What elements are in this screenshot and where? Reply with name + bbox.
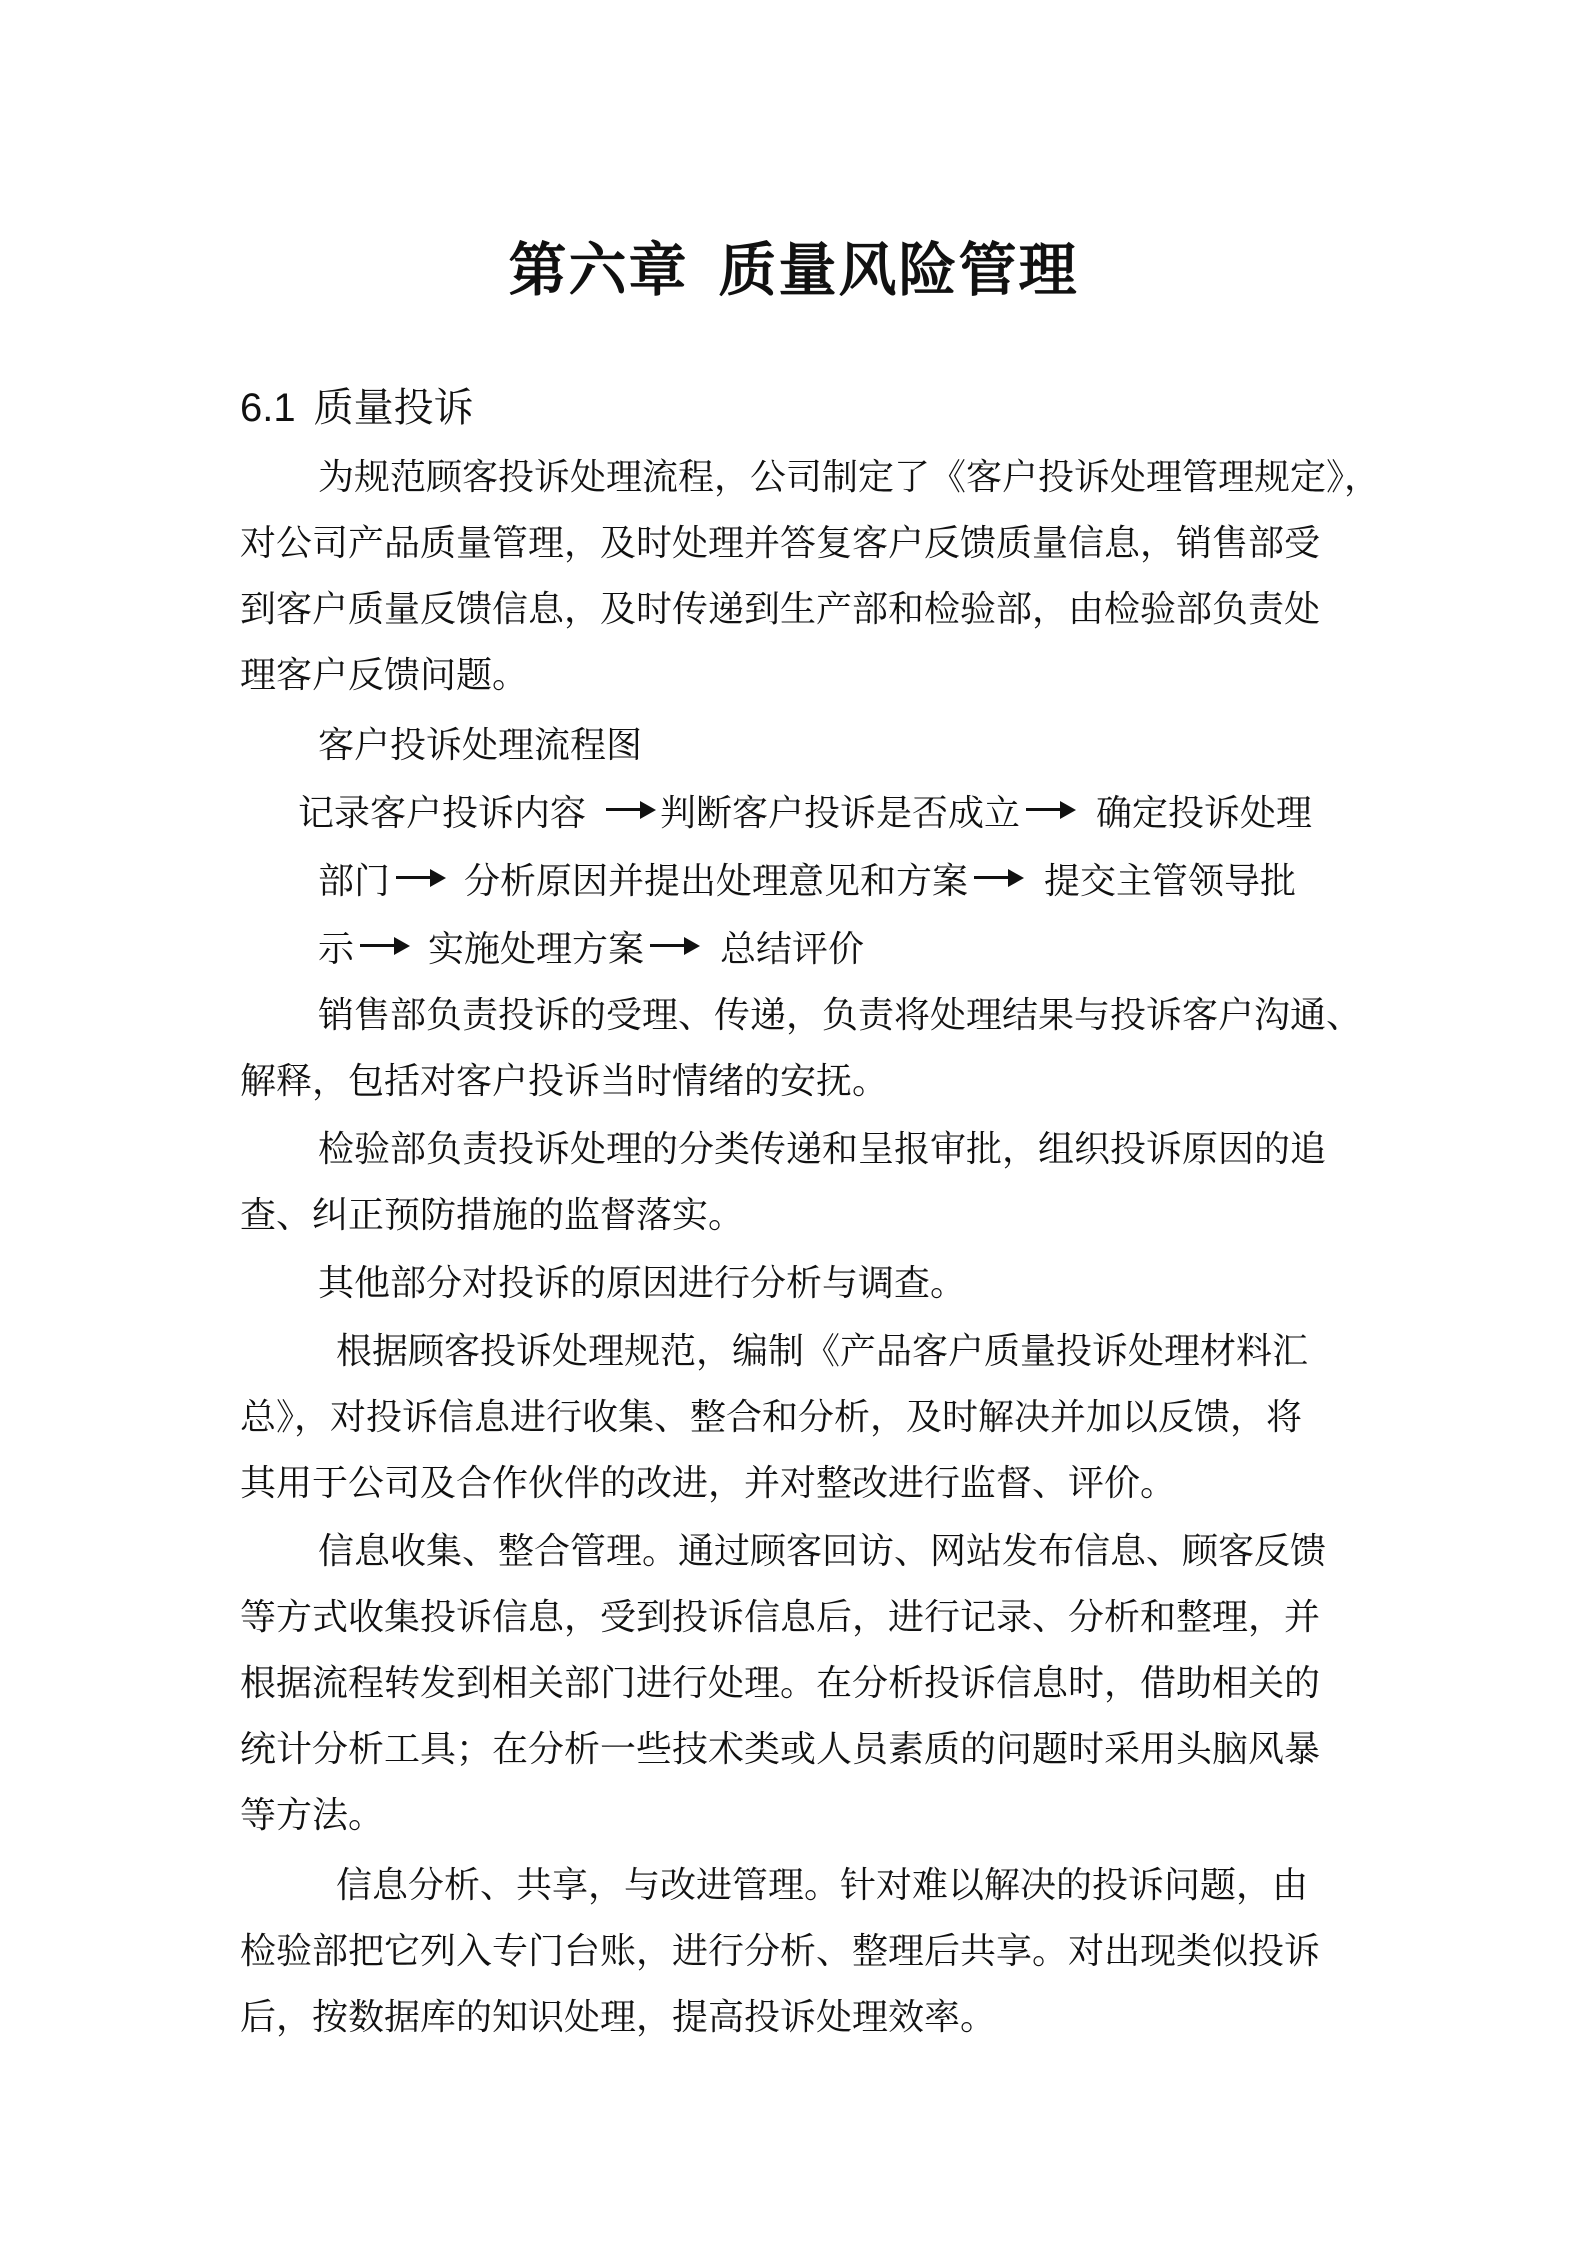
flow-step: 示: [318, 929, 355, 970]
paragraph-line: 根据顾客投诉处理规范，编制《产品客户质量投诉处理材料汇: [336, 1331, 1309, 1372]
arrow-right-icon: [648, 929, 700, 965]
paragraph-line: 检验部负责投诉处理的分类传递和呈报审批，组织投诉原因的追: [318, 1129, 1327, 1170]
flow-step: 判断客户投诉是否成立: [660, 793, 1021, 834]
paragraph-line: 信息分析、共享，与改进管理。针对难以解决的投诉问题，由: [336, 1865, 1309, 1906]
paragraph-line: 根据流程转发到相关部门进行处理。在分析投诉信息时，借助相关的: [240, 1663, 1321, 1704]
flow-step: 记录客户投诉内容: [298, 793, 587, 834]
chapter-number: 第六章: [508, 236, 689, 304]
flow-step: 确定投诉处理: [1096, 793, 1313, 834]
arrow-right-icon: [358, 929, 410, 965]
paragraph-line: 总》，对投诉信息进行收集、整合和分析，及时解决并加以反馈，将: [240, 1397, 1303, 1438]
flow-step: 实施处理方案: [428, 929, 645, 970]
paragraph-line: 为规范顾客投诉处理流程，公司制定了《客户投诉处理管理规定》，: [318, 457, 1381, 498]
paragraph-line: 统计分析工具；在分析一些技术类或人员素质的问题时采用头脑风暴: [240, 1729, 1321, 1770]
paragraph-line: 其用于公司及合作伙伴的改进，并对整改进行监督、评价。: [240, 1463, 1177, 1504]
paragraph-line: 等方式收集投诉信息，受到投诉信息后，进行记录、分析和整理，并: [240, 1597, 1321, 1638]
section-heading: [240, 378, 474, 438]
flow-step: 分析原因并提出处理意见和方案: [464, 861, 969, 902]
flow-step: 提交主管领导批: [1044, 861, 1297, 902]
paragraph-line: 解释，包括对客户投诉当时情绪的安抚。: [240, 1061, 889, 1102]
paragraph-line: 后，按数据库的知识处理，提高投诉处理效率。: [240, 1997, 997, 2038]
arrow-right-icon: [1024, 793, 1076, 829]
paragraph-line: 销售部负责投诉的受理、传递，负责将处理结果与投诉客户沟通、: [318, 995, 1363, 1036]
chapter-name: 质量风险管理: [718, 236, 1079, 304]
paragraph-line: 对公司产品质量管理，及时处理并答复客户反馈质量信息，销售部受: [240, 523, 1321, 564]
arrow-right-icon: [394, 861, 446, 897]
section-title: 质量投诉: [313, 385, 474, 431]
flow-line-1: [298, 784, 1312, 844]
paragraph-line: 信息收集、整合管理。通过顾客回访、网站发布信息、顾客反馈: [318, 1531, 1327, 1572]
paragraph-line: 查、纠正预防措施的监督落实。: [240, 1195, 745, 1236]
paragraph-line: 等方法。: [240, 1795, 385, 1836]
paragraph-line: 到客户质量反馈信息，及时传递到生产部和检验部，由检验部负责处: [240, 589, 1321, 630]
flowchart-title: 客户投诉处理流程图: [318, 725, 643, 766]
flow-line-3: [318, 920, 864, 980]
chapter-title: [0, 232, 1587, 308]
flow-step: 总结评价: [720, 929, 865, 970]
arrow-right-icon: [604, 793, 656, 829]
section-number: 6.1: [240, 386, 296, 430]
flow-step: 部门: [318, 861, 391, 902]
flow-line-2: [318, 852, 1296, 912]
paragraph-line: 理客户反馈问题。: [240, 655, 529, 696]
arrow-right-icon: [972, 861, 1024, 897]
paragraph-line: 检验部把它列入专门台账，进行分析、整理后共享。对出现类似投诉: [240, 1931, 1321, 1972]
paragraph-line: 其他部分对投诉的原因进行分析与调查。: [318, 1263, 967, 1304]
